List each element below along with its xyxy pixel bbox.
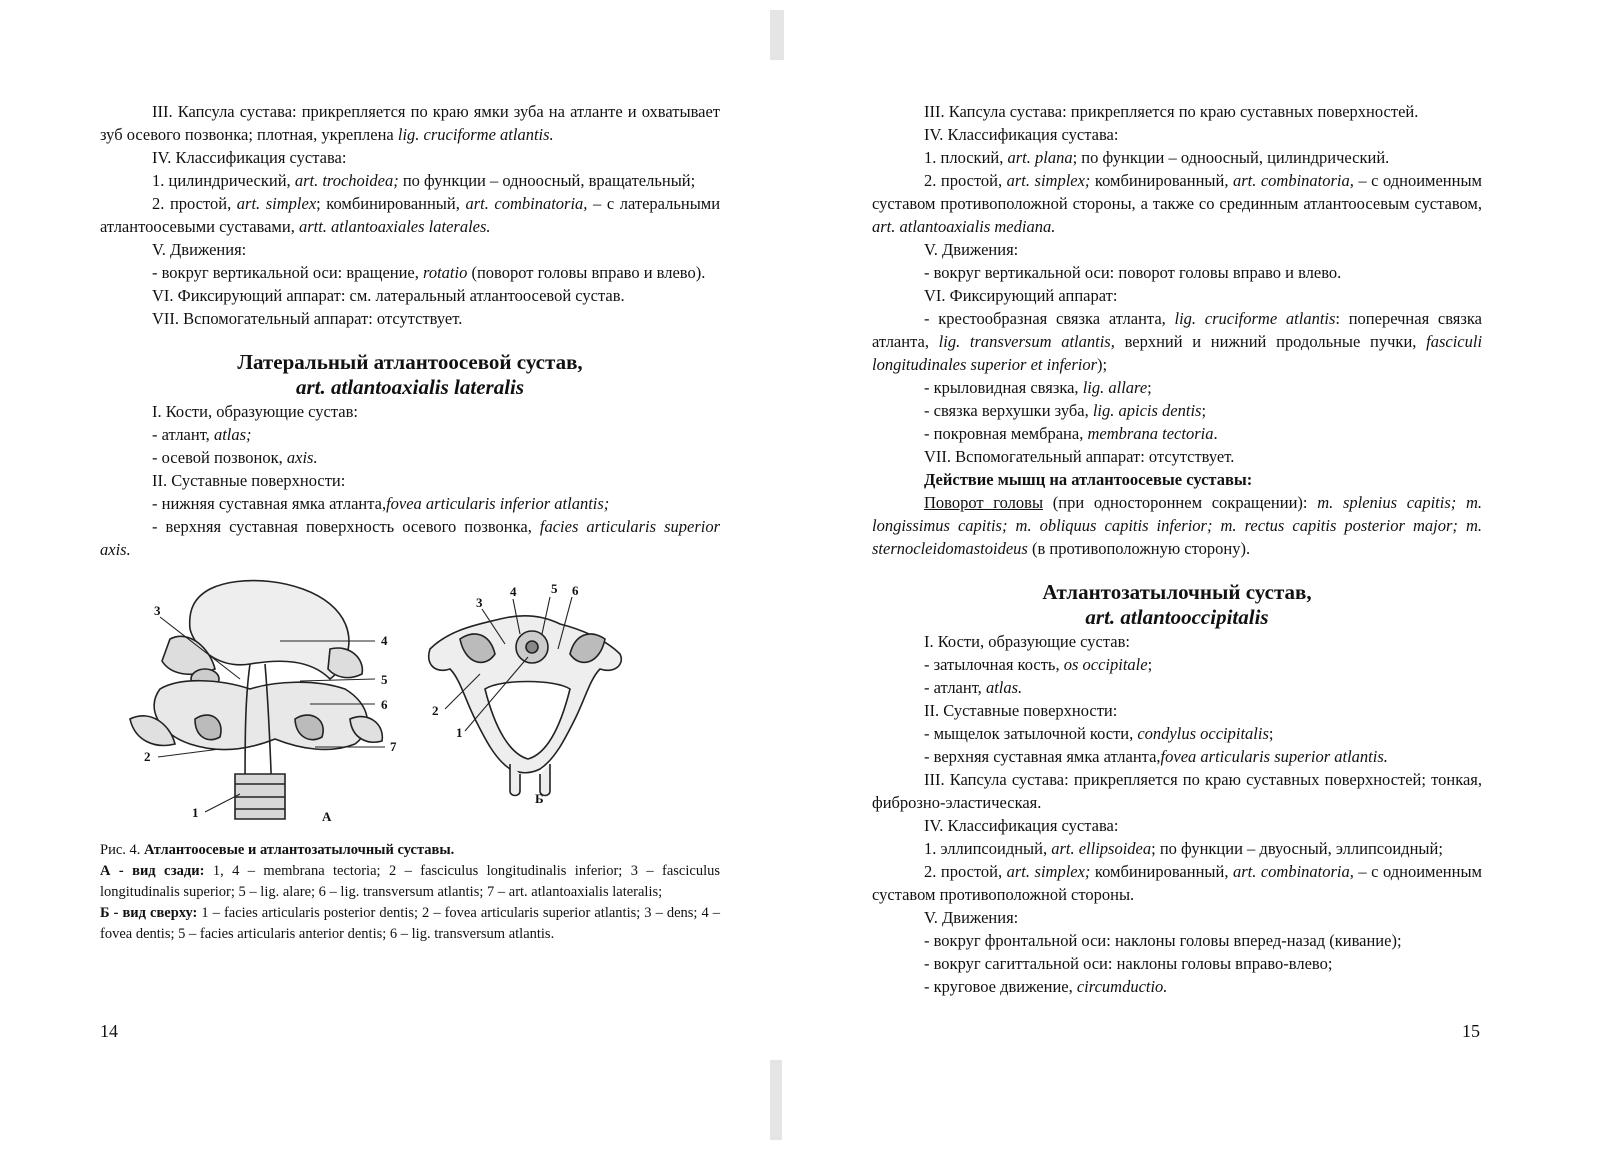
fixing-apparatus: VI. Фиксирующий аппарат: см. латеральный атлантоосевой сустав. xyxy=(152,286,625,305)
movements-item: - вокруг вертикальной оси: вращение, rotatio (поворот головы вправо и влево). xyxy=(152,263,706,282)
figure-a-label-4: 4 xyxy=(381,633,388,648)
left-page xyxy=(100,100,720,945)
fixing-item: - крыловидная связка, lig. allare; xyxy=(924,378,1152,397)
figure-a-label-6: 6 xyxy=(381,697,388,712)
auxiliary-apparatus: VII. Вспомогательный аппарат: отсутствует. xyxy=(152,309,463,328)
page-number-left: 14 xyxy=(100,1021,118,1041)
bone-item: - атлант, atlas. xyxy=(924,678,1023,697)
movements2-item: - вокруг сагиттальной оси: наклоны головы вправо-влево; xyxy=(924,954,1333,973)
classification-item-1: 1. плоский, art. plana; по функции – одноосный, цилиндрический. xyxy=(924,148,1390,167)
bones-heading: I. Кости, образующие сустав: xyxy=(152,402,358,421)
surfaces-heading: II. Суставные поверхности: xyxy=(152,471,346,490)
anatomy-illustration xyxy=(100,569,720,834)
fixing-item: - крестообразная связка атланта, lig. cruciforme atlantis: поперечная связка атланта, lig. transversum atlantis, верхний и нижний продольные пучки, fasciculi longitudinales superior et inferior); xyxy=(872,309,1483,374)
muscles-paragraph: Поворот головы (при одностороннем сокращении): m. splenius capitis; m. longissimus capitis; m. obliquus capitis inferior; m. rectus capitis posterior major; m. sternocleidomastoideus (в противоположную сторону). xyxy=(872,493,1482,558)
classification2-item-2: 2. простой, art. simplex; комбинированный, art. combinatoria, – с одноименным суставом противоположной стороны. xyxy=(872,862,1482,904)
figure-b-label-4: 4 xyxy=(510,584,517,599)
movements2-item: - круговое движение, circumductio. xyxy=(924,977,1168,996)
auxiliary-apparatus: VII. Вспомогательный аппарат: отсутствует. xyxy=(924,447,1235,466)
surface-item: - мыщелок затылочной кости, condylus occipitalis; xyxy=(924,724,1274,743)
bone-item: - осевой позвонок, axis. xyxy=(152,448,318,467)
capsule-paragraph: III. Капсула сустава: прикрепляется по краю суставных поверхностей. xyxy=(924,102,1419,121)
surface-item: - верхняя суставная поверхность осевого позвонка, facies articularis superior axis. xyxy=(100,517,720,559)
scan-speck xyxy=(770,1060,782,1140)
movements-heading: V. Движения: xyxy=(152,240,247,259)
surface-item: - верхняя суставная ямка атланта,fovea articularis superior atlantis. xyxy=(924,747,1388,766)
fixing-heading: VI. Фиксирующий аппарат: xyxy=(924,286,1118,305)
figure-a-caption-letter: А xyxy=(322,809,332,824)
right-page xyxy=(872,100,1482,998)
figure-caption: Рис. 4. Атлантоосевые и атлантозатылочный суставы. А - вид сзади: 1, 4 – membrana tectoria; 2 – fasciculus longitudinalis inferior; 3 – fasciculus longitudinalis superior; 5 – lig. alare; 6 – lig. transversum atlantis; 7 – art. atlantoaxialis lateralis; Б - вид сверху: 1 – facies articularis posterior dentis; 2 – fovea articularis superior atlantis; 3 – dens; 4 – fovea dentis; 5 – facies articularis anterior dentis; 6 – lig. transversum atlantis. xyxy=(100,842,721,942)
figure-b-caption-letter: Б xyxy=(535,791,544,806)
figure-b-label-3: 3 xyxy=(476,595,483,610)
classification-item-2: 2. простой, art. simplex; комбинированный, art. combinatoria, – с одноименным суставом противоположной стороны, а также со срединным атлантоосевым суставом, art. atlantoaxialis mediana. xyxy=(872,171,1482,236)
section-title: Атлантозатылочный сустав, art. atlantooccipitalis xyxy=(1042,580,1312,629)
figure-a-label-5: 5 xyxy=(381,672,388,687)
page-number-right: 15 xyxy=(1462,1021,1480,1041)
bone-item: - атлант, atlas; xyxy=(152,425,252,444)
movements-heading: V. Движения: xyxy=(924,240,1019,259)
figure-a-label-7: 7 xyxy=(390,739,397,754)
classification2-item-1: 1. эллипсоидный, art. ellipsoidea; по функции – двуосный, эллипсоидный; xyxy=(924,839,1443,858)
classification-heading: IV. Классификация сустава: xyxy=(152,148,347,167)
figure-b-label-2: 2 xyxy=(432,703,439,718)
capsule-paragraph-2: III. Капсула сустава: прикрепляется по краю суставных поверхностей; тонкая, фиброзно-эластическая. xyxy=(872,770,1482,812)
muscles-heading: Действие мышц на атлантоосевые суставы: xyxy=(924,470,1253,489)
classification-heading-2: IV. Классификация сустава: xyxy=(924,816,1119,835)
classification-item-1: 1. цилиндрический, art. trochoidea; по функции – одноосный, вращательный; xyxy=(152,171,696,190)
classification-heading: IV. Классификация сустава: xyxy=(924,125,1119,144)
surface-item: - нижняя суставная ямка атланта,fovea articularis inferior atlantis; xyxy=(152,494,610,513)
section-title: Латеральный атлантоосевой сустав, art. atlantoaxialis lateralis xyxy=(237,350,583,399)
figure-a-label-3: 3 xyxy=(154,603,161,618)
capsule-paragraph: III. Капсула сустава: прикрепляется по краю ямки зуба на атланте и охватывает зуб осевого позвонка; плотная, укреплена lig. cruciforme atlantis. xyxy=(100,102,720,144)
fixing-item: - покровная мембрана, membrana tectoria. xyxy=(924,424,1218,443)
classification-item-2: 2. простой, art. simplex; комбинированный, art. combinatoria, – с латеральными атлантоосевыми суставами, artt. atlantoaxiales laterales. xyxy=(100,194,721,236)
figure-b-label-1: 1 xyxy=(456,725,463,740)
figure-b-superior-view xyxy=(429,597,622,796)
figure-a-label-1: 1 xyxy=(192,805,199,820)
movements-item: - вокруг вертикальной оси: поворот головы вправо и влево. xyxy=(924,263,1342,282)
surfaces-heading: II. Суставные поверхности: xyxy=(924,701,1118,720)
bone-item: - затылочная кость, os occipitale; xyxy=(924,655,1153,674)
bones-heading: I. Кости, образующие сустав: xyxy=(924,632,1130,651)
fixing-item: - связка верхушки зуба, lig. apicis dentis; xyxy=(924,401,1207,420)
figure-a-label-2: 2 xyxy=(144,749,151,764)
movements2-item: - вокруг фронтальной оси: наклоны головы вперед-назад (кивание); xyxy=(924,931,1402,950)
figure-a-posterior-view xyxy=(130,581,385,819)
movements-heading-2: V. Движения: xyxy=(924,908,1019,927)
figure-b-label-5: 5 xyxy=(551,581,558,596)
figure-atlantoaxial-joints xyxy=(100,569,720,834)
figure-b-label-6: 6 xyxy=(572,583,579,598)
scan-speck xyxy=(770,10,784,60)
